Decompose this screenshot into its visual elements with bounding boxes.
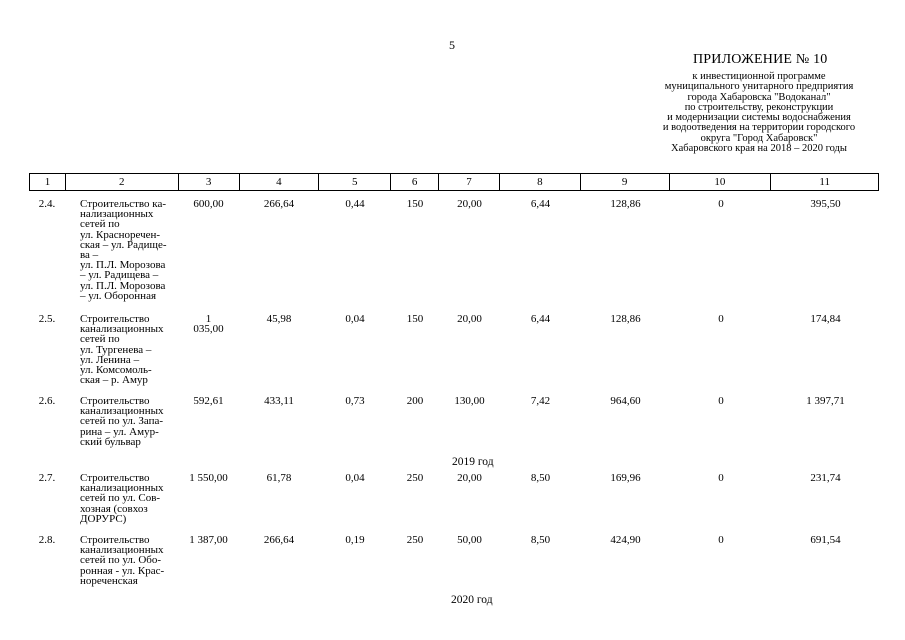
appendix-subtitle [630, 72, 888, 154]
object-name-line: канализационных [80, 482, 164, 495]
table-row [29, 396, 879, 447]
cell-col-8: 6,44 [530, 198, 551, 210]
year-label-2020: 2020 год [451, 594, 493, 606]
subtitle-line: к инвестиционной программе [692, 71, 826, 82]
column-header-2: 2 [66, 174, 179, 190]
cell-col-4: 45,98 [266, 313, 292, 325]
object-name-line: Строительство [80, 313, 150, 325]
object-name-line: Строительство [80, 472, 150, 484]
subtitle-line: муниципального унитарного предприятия [664, 81, 854, 93]
object-name-line: хозная (совхоз [80, 502, 148, 515]
cell-col-6: 200 [406, 395, 424, 407]
object-name-line: канализационных [80, 544, 164, 557]
cell-col-10: 0 [718, 395, 724, 407]
object-name-line: ул. Комсомоль- [80, 364, 152, 377]
object-name-line: ДОРУРС) [80, 512, 127, 525]
object-name-line: ронная - ул. Крас- [80, 564, 165, 577]
column-header-3: 3 [179, 174, 240, 190]
object-name-line: ва – [80, 249, 99, 262]
cell-col-5: 0,19 [345, 534, 365, 546]
appendix-title: ПРИЛОЖЕНИЕ № 10 [693, 52, 828, 67]
column-header-6: 6 [391, 174, 439, 190]
row-number: 2.8. [38, 534, 56, 546]
cell-col-4: 61,78 [266, 472, 292, 484]
cell-col-10: 0 [718, 472, 724, 484]
cell-col-7: 20,00 [457, 198, 482, 210]
cell-col-7: 20,00 [457, 313, 482, 325]
table-row [29, 314, 879, 385]
cell-col-8: 7,42 [530, 395, 551, 407]
subtitle-line: и модернизации системы водоснабжения [667, 112, 851, 124]
cell-col-5: 0,73 [345, 395, 365, 407]
column-header-9: 9 [581, 174, 670, 190]
object-name-line: ул. П.Л. Морозова [80, 259, 166, 272]
cell-col-9: 128,86 [610, 198, 641, 210]
row-number: 2.7. [38, 472, 56, 484]
cell-col-8: 6,44 [530, 313, 551, 325]
cell-col-6: 250 [406, 472, 424, 484]
cell-col-4: 433,11 [264, 395, 294, 407]
object-name-line: нореченская [80, 574, 138, 587]
cell-col-9: 169,96 [610, 472, 641, 484]
cell-col-5: 0,04 [345, 313, 365, 325]
cell-col-3-line: 592,61 [193, 395, 224, 407]
cell-col-10: 0 [718, 313, 724, 325]
column-header-5: 5 [319, 174, 391, 190]
cell-col-11: 691,54 [810, 534, 841, 546]
object-name-line: канализационных [80, 405, 164, 418]
object-name-line: канализационных [80, 323, 164, 336]
column-header-8: 8 [500, 174, 581, 190]
subtitle-line: города Хабаровска "Водоканал" [687, 91, 831, 103]
table-header-row [29, 173, 879, 191]
cell-col-8: 8,50 [530, 534, 551, 546]
cell-col-5: 0,04 [345, 472, 365, 484]
object-name-line: сетей по ул. Сов- [80, 492, 161, 505]
year-label-2019: 2019 год [452, 456, 494, 468]
object-name-line: сетей по ул. Запа- [80, 415, 164, 428]
cell-col-7: 50,00 [457, 534, 482, 546]
subtitle-line: округа "Город Хабаровск" [700, 132, 818, 144]
row-number: 2.6. [38, 395, 56, 407]
cell-col-3-line: 1 550,00 [189, 472, 228, 484]
cell-col-3 [178, 535, 239, 586]
page-number: 5 [449, 38, 455, 52]
cell-col-3 [178, 396, 239, 447]
object-name-line: – ул. Оборонная [80, 289, 157, 302]
cell-col-6: 250 [406, 534, 424, 546]
cell-col-9: 964,60 [610, 395, 641, 407]
cell-col-10: 0 [718, 534, 724, 546]
object-name-line: Строительство [80, 395, 150, 407]
cell-col-3-line: 035,00 [193, 323, 224, 336]
subtitle-line: и водоотведения на территории городского [662, 122, 856, 134]
object-name-line: ский бульвар [80, 435, 141, 448]
cell-col-3-line: 1 387,00 [189, 534, 228, 546]
table-row [29, 473, 879, 524]
object-name-line: сетей по ул. Обо- [80, 554, 162, 567]
object-name-line: – ул. Радищева – [80, 269, 159, 282]
object-name-line: ская – ул. Радище- [80, 238, 167, 251]
cell-col-3-line: 600,00 [193, 198, 224, 210]
object-name-line: ул. Тургенева – [80, 343, 152, 356]
object-name-line: Строительство [80, 534, 150, 546]
object-name [65, 314, 178, 385]
cell-col-5: 0,44 [345, 198, 365, 210]
row-number: 2.5. [38, 313, 56, 325]
cell-col-8: 8,50 [530, 472, 551, 484]
object-name-line: Строительство ка- [80, 198, 166, 210]
cell-col-4: 266,64 [263, 534, 295, 546]
table-row [29, 535, 879, 586]
object-name [65, 396, 178, 447]
column-header-4: 4 [240, 174, 320, 190]
cell-col-4: 266,64 [263, 198, 295, 210]
cell-col-7: 20,00 [457, 472, 482, 484]
cell-col-11: 1 397,71 [806, 395, 845, 407]
cell-col-11: 174,84 [810, 313, 841, 325]
object-name [65, 473, 178, 524]
column-header-10: 10 [670, 174, 772, 190]
cell-col-9: 424,90 [610, 534, 641, 546]
cell-col-9: 128,86 [610, 313, 641, 325]
object-name-line: ул. Ленина – [80, 353, 140, 366]
object-name [65, 535, 178, 586]
object-name-line: сетей по [80, 218, 120, 231]
cell-col-3-line: 1 [205, 313, 212, 325]
cell-col-3 [178, 199, 239, 301]
object-name-line: рина – ул. Амур- [80, 425, 159, 438]
object-name-line: ская – р. Амур [80, 374, 148, 387]
object-name-line: нализационных [80, 208, 154, 221]
object-name-line: сетей по [80, 333, 120, 346]
object-name [65, 199, 178, 301]
subtitle-line: Хабаровского края на 2018 – 2020 годы [671, 143, 847, 155]
cell-col-11: 231,74 [810, 472, 841, 484]
object-name-line: ул. П.Л. Морозова [80, 279, 166, 292]
row-number: 2.4. [38, 198, 56, 210]
subtitle-line: по строительству, реконструкции [684, 101, 834, 113]
cell-col-6: 150 [406, 198, 424, 210]
cell-col-7: 130,00 [454, 395, 485, 407]
column-header-1: 1 [30, 174, 66, 190]
object-name-line: ул. Красноречен- [80, 228, 161, 241]
cell-col-3 [178, 314, 239, 385]
table-row [29, 199, 879, 301]
cell-col-10: 0 [718, 198, 724, 210]
column-header-7: 7 [439, 174, 500, 190]
cell-col-3 [178, 473, 239, 524]
column-header-11: 11 [819, 176, 830, 188]
cell-col-6: 150 [406, 313, 424, 325]
cell-col-11: 395,50 [810, 198, 841, 210]
